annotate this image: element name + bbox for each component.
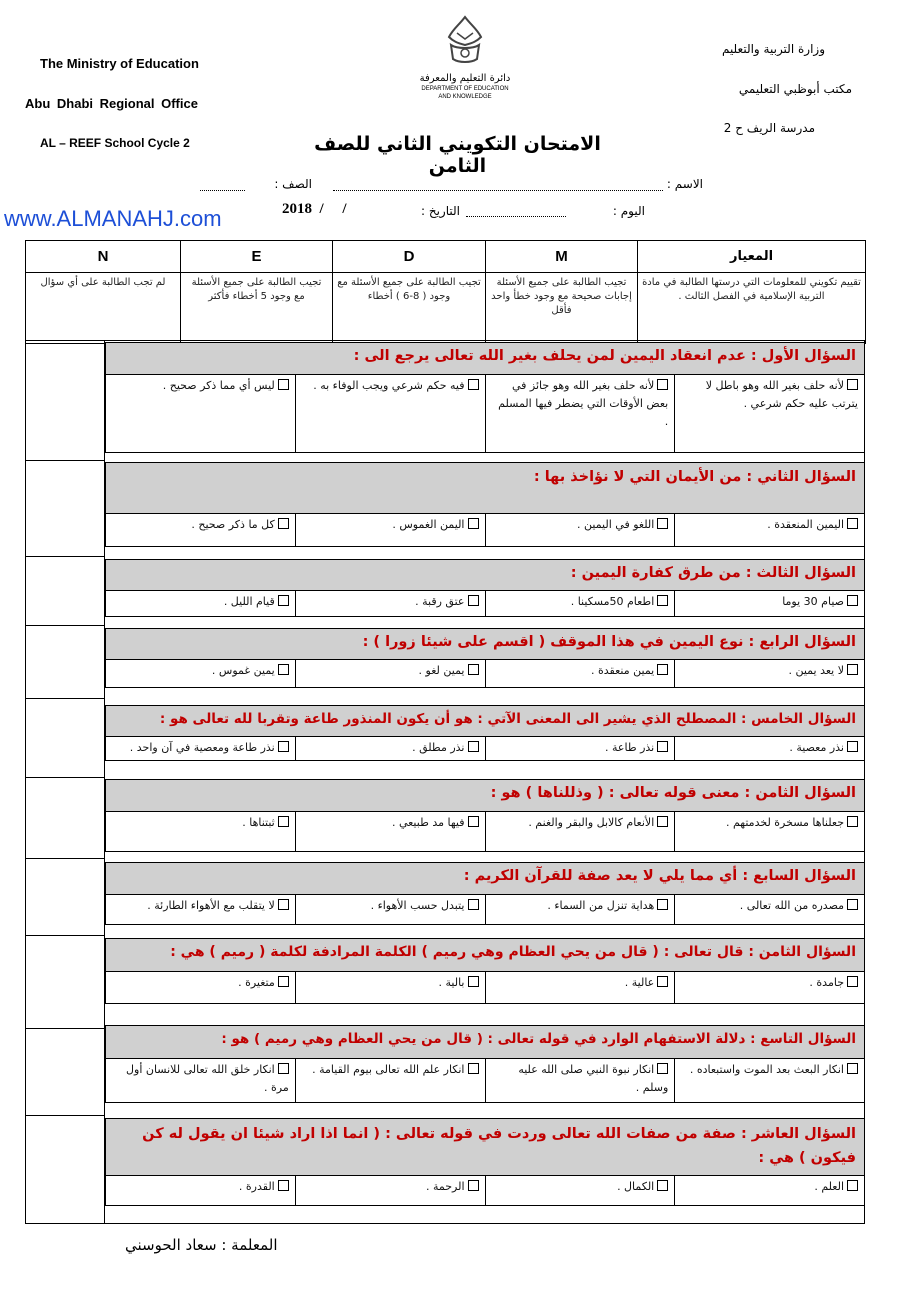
checkbox-icon[interactable] — [657, 816, 668, 827]
option[interactable] — [485, 1176, 675, 1205]
option-text: نذر طاعة ومعصية في آن واحد . — [129, 741, 275, 754]
department-logo — [395, 15, 535, 101]
checkbox-icon[interactable] — [468, 816, 479, 827]
rubric-header-row — [26, 241, 866, 273]
ministry-label: The Ministry of Education — [40, 56, 199, 71]
question-9-options — [105, 1059, 865, 1103]
checkbox-icon[interactable] — [847, 741, 858, 752]
score-column — [25, 340, 105, 1224]
rubric-header-m: M — [486, 241, 638, 273]
question-6-options — [105, 812, 865, 852]
option-text: عتق رقبة . — [415, 595, 465, 608]
option-text: جامدة . — [809, 976, 844, 989]
question-10-text: السؤال العاشر : صفة من صفات الله تعالى وردت في قوله تعالى : ( انما اذا اراد شيئا ان يقول له كن فيكون ) هي : — [105, 1118, 865, 1176]
rubric-desc-n: لم تجب الطالبة على أي سؤال — [26, 273, 181, 344]
option[interactable] — [106, 660, 295, 687]
option-text: ثبتناها . — [242, 816, 275, 829]
option[interactable] — [106, 737, 295, 760]
page-title: الامتحان التكويني الثاني للصف الثامن — [314, 133, 601, 177]
option[interactable] — [674, 660, 864, 687]
question-7 — [105, 862, 865, 925]
school-label-en: AL – REEF School Cycle 2 — [40, 136, 190, 150]
option-text: يتبدل حسب الأهواء . — [370, 899, 465, 912]
option-text: لأنه حلف بغير الله وهو باطل لا يترتب عليه حكم شرعي . — [705, 379, 858, 410]
class-field[interactable] — [200, 177, 312, 191]
score-divider — [25, 460, 105, 461]
question-3-options — [105, 591, 865, 617]
question-2 — [105, 462, 865, 547]
checkbox-icon[interactable] — [278, 595, 289, 606]
option-text: الكمال . — [617, 1180, 655, 1193]
option[interactable] — [674, 375, 864, 452]
checkbox-icon[interactable] — [468, 899, 479, 910]
checkbox-icon[interactable] — [278, 518, 289, 529]
question-9 — [105, 1025, 865, 1103]
question-3 — [105, 559, 865, 617]
question-3-text: السؤال الثالث : من طرق كفارة اليمين : — [105, 559, 865, 591]
option[interactable] — [106, 375, 295, 452]
question-5 — [105, 705, 865, 761]
name-field[interactable] — [333, 177, 703, 191]
option[interactable] — [295, 660, 485, 687]
question-4 — [105, 628, 865, 688]
checkbox-icon[interactable] — [278, 1180, 289, 1191]
name-label: الاسم : — [666, 177, 703, 191]
option[interactable] — [485, 812, 675, 851]
option-text: اليمن الغموس . — [392, 518, 465, 531]
checkbox-icon[interactable] — [468, 518, 479, 529]
option-text: يمين منعقدة . — [591, 664, 655, 677]
option-text: عالية . — [624, 976, 655, 989]
option[interactable] — [295, 375, 485, 452]
office-label-ar: مكتب أبوظبي التعليمي — [738, 82, 852, 96]
option[interactable] — [485, 737, 675, 760]
score-divider — [25, 777, 105, 778]
ministry-label-ar: وزارة التربية والتعليم — [721, 42, 825, 56]
option[interactable] — [295, 1059, 485, 1102]
school-label-ar: مدرسة الريف ح 2 — [723, 121, 815, 135]
question-6-text: السؤال الثامن : معنى قوله تعالى : ( وذللناها ) هو : — [105, 779, 865, 812]
day-dots — [466, 216, 566, 217]
score-divider — [25, 935, 105, 936]
question-7-text: السؤال السابع : أي مما يلي لا يعد صفة للقرآن الكريم : — [105, 862, 865, 895]
rubric-header-e: E — [181, 241, 333, 273]
option-text: لا يعد يمين . — [788, 664, 844, 677]
option-text: العلم . — [814, 1180, 844, 1193]
question-4-text: السؤال الرابع : نوع اليمين في هذا الموقف ( اقسم على شيئا زورا ) : — [105, 628, 865, 660]
option[interactable] — [295, 1176, 485, 1205]
option[interactable] — [106, 812, 295, 851]
name-blank[interactable] — [333, 190, 663, 191]
option-text: كل ما ذكر صحيح . — [191, 518, 275, 531]
checkbox-icon[interactable] — [468, 379, 479, 390]
option-text: فيه حكم شرعي ويجب الوفاء به . — [313, 379, 465, 392]
checkbox-icon[interactable] — [468, 1180, 479, 1191]
checkbox-icon[interactable] — [847, 976, 858, 987]
option-text: انكار علم الله تعالى بيوم القيامة . — [312, 1063, 465, 1076]
checkbox-icon[interactable] — [657, 518, 668, 529]
question-8 — [105, 938, 865, 1004]
option[interactable] — [485, 660, 675, 687]
checkbox-icon[interactable] — [278, 664, 289, 675]
option[interactable] — [485, 972, 675, 1003]
option[interactable] — [295, 972, 485, 1003]
checkbox-icon[interactable] — [657, 664, 668, 675]
day-label: اليوم : — [612, 204, 645, 218]
watermark-link[interactable]: www.ALMANAHJ.com — [4, 206, 222, 231]
option-text: نذر طاعة . — [605, 741, 655, 754]
checkbox-icon[interactable] — [847, 379, 858, 390]
checkbox-icon[interactable] — [657, 899, 668, 910]
checkbox-icon[interactable] — [657, 1180, 668, 1191]
rubric-desc-m: تجيب الطالبة على جميع الأسئلة إجابات صحيحة مع وجود خطأ واحد فأقل — [486, 273, 638, 344]
option-text: نذر معصية . — [789, 741, 844, 754]
checkbox-icon[interactable] — [278, 741, 289, 752]
option-text: اطعام 50مسكينا . — [570, 595, 655, 608]
checkbox-icon[interactable] — [847, 816, 858, 827]
option[interactable] — [485, 591, 675, 616]
emblem-icon — [443, 15, 487, 67]
option-text: يمين لغو . — [418, 664, 465, 677]
date-value: 2018 / / — [282, 201, 347, 217]
rubric-desc-criterion: تقييم تكويني للمعلومات التي درستها الطالبة في مادة التربية الإسلامية في الفصل الثالث . — [638, 273, 866, 344]
option[interactable] — [106, 895, 295, 924]
option-text: جعلناها مسخرة لخدمتهم . — [725, 816, 844, 829]
class-blank[interactable] — [200, 190, 245, 191]
option-text: انكار نبوة النبي صلى الله عليه وسلم . — [518, 1063, 669, 1094]
office-label: Abu Dhabi Regional Office — [25, 96, 198, 111]
checkbox-icon[interactable] — [278, 976, 289, 987]
option-text: الرحمة . — [425, 1180, 465, 1193]
option[interactable] — [106, 514, 295, 546]
score-divider — [25, 625, 105, 626]
question-9-text: السؤال التاسع : دلالة الاستفهام الوارد في قوله تعالى : ( قال من يحي العظام وهي رميم ) هو : — [105, 1025, 865, 1059]
question-4-options — [105, 660, 865, 688]
option-text: لا يتقلب مع الأهواء الطارئة . — [147, 899, 275, 912]
checkbox-icon[interactable] — [657, 1063, 668, 1074]
question-8-text: السؤال الثامن : قال تعالى : ( قال من يحي العظام وهي رميم ) الكلمة المرادفة لكلمة ( رميم ) هي : — [105, 938, 865, 972]
logo-arabic-name: دائرة التعليم والمعرفة — [419, 73, 511, 84]
option[interactable] — [106, 1059, 295, 1102]
rubric-description-row — [26, 273, 866, 344]
option[interactable] — [295, 737, 485, 760]
option[interactable] — [674, 1176, 864, 1205]
option-text: الأنعام كالابل والبقر والغنم . — [528, 816, 655, 829]
question-7-options — [105, 895, 865, 925]
question-5-options — [105, 737, 865, 761]
checkbox-icon[interactable] — [468, 664, 479, 675]
score-divider — [25, 1115, 105, 1116]
option[interactable] — [295, 514, 485, 546]
option[interactable] — [674, 812, 864, 851]
date-field[interactable] — [421, 204, 460, 218]
date-label: التاريخ : — [420, 204, 460, 218]
option[interactable] — [674, 737, 864, 760]
option[interactable] — [295, 591, 485, 616]
score-divider — [25, 1028, 105, 1029]
question-2-options — [105, 514, 865, 547]
checkbox-icon[interactable] — [847, 518, 858, 529]
option[interactable] — [106, 1176, 295, 1205]
question-1-options — [105, 375, 865, 453]
teacher-name: المعلمة : سعاد الحوسني — [125, 1236, 278, 1254]
option-text: قيام الليل . — [223, 595, 275, 608]
checkbox-icon[interactable] — [657, 976, 668, 987]
option[interactable] — [674, 591, 864, 616]
question-6 — [105, 779, 865, 852]
question-8-options — [105, 972, 865, 1004]
checkbox-icon[interactable] — [657, 741, 668, 752]
option[interactable] — [674, 895, 864, 924]
option[interactable] — [295, 895, 485, 924]
score-divider — [25, 858, 105, 859]
option[interactable] — [106, 591, 295, 616]
option-text: يمين غموس . — [211, 664, 275, 677]
question-10-options — [105, 1176, 865, 1206]
option-text: لأنه حلف بغير الله وهو جائز في بعض الأوقات التي يضطر فيها المسلم . — [498, 379, 669, 428]
logo-english-name-2: AND KNOWLEDGE — [438, 94, 492, 100]
score-divider — [25, 556, 105, 557]
checkbox-icon[interactable] — [468, 595, 479, 606]
checkbox-icon[interactable] — [278, 1063, 289, 1074]
option[interactable] — [485, 375, 675, 452]
option-text: القدرة . — [238, 1180, 275, 1193]
checkbox-icon[interactable] — [657, 379, 668, 390]
rubric-header-d: D — [333, 241, 486, 273]
option[interactable] — [485, 514, 675, 546]
option-text: انكار البعث بعد الموت واستبعاده . — [689, 1063, 844, 1076]
checkbox-icon[interactable] — [657, 595, 668, 606]
rubric-desc-e: تجيب الطالبة على جميع الأسئلة مع وجود 5 أخطاء فأكثر — [181, 273, 333, 344]
option[interactable] — [674, 1059, 864, 1102]
option-text: نذر مطلق . — [412, 741, 465, 754]
checkbox-icon[interactable] — [847, 1063, 858, 1074]
rubric-header-criterion: المعيار — [638, 241, 866, 273]
day-field[interactable] — [609, 204, 645, 218]
checkbox-icon[interactable] — [278, 899, 289, 910]
option[interactable] — [485, 1059, 675, 1102]
option-text: متغيرة . — [238, 976, 275, 989]
option-text: مصدره من الله تعالى . — [739, 899, 844, 912]
rubric-header-n: N — [26, 241, 181, 273]
option-text: فيها مد طبيعي . — [391, 816, 465, 829]
checkbox-icon[interactable] — [847, 595, 858, 606]
option[interactable] — [485, 895, 675, 924]
checkbox-icon[interactable] — [468, 1063, 479, 1074]
checkbox-icon[interactable] — [847, 1180, 858, 1191]
question-5-text: السؤال الخامس : المصطلح الذي يشير الى المعنى الآتي : هو أن يكون المنذور طاعة وتقربا لله تعالى هو : — [105, 705, 865, 737]
option-text: هداية تنزل من السماء . — [547, 899, 655, 912]
option[interactable] — [674, 972, 864, 1003]
class-label: الصف : — [274, 177, 312, 191]
score-divider — [25, 698, 105, 699]
option[interactable] — [295, 812, 485, 851]
option[interactable] — [106, 972, 295, 1003]
checkbox-icon[interactable] — [847, 899, 858, 910]
option-text: بالية . — [438, 976, 465, 989]
checkbox-icon[interactable] — [278, 379, 289, 390]
checkbox-icon[interactable] — [278, 816, 289, 827]
option-text: ليس أي مما ذكر صحيح . — [162, 379, 275, 392]
checkbox-icon[interactable] — [468, 741, 479, 752]
rubric-desc-d: تجيب الطالبة على جميع الأسئلة مع وجود ( 8-6 ) أخطاء — [333, 273, 486, 344]
question-1 — [105, 342, 865, 453]
question-2-text: السؤال الثاني : من الأيمان التي لا نؤاخذ بها : — [105, 462, 865, 514]
option-text: انكار خلق الله تعالى للانسان أول مرة . — [126, 1063, 289, 1094]
option[interactable] — [674, 514, 864, 546]
checkbox-icon[interactable] — [468, 976, 479, 987]
checkbox-icon[interactable] — [847, 664, 858, 675]
logo-english-name-1: DEPARTMENT OF EDUCATION — [421, 86, 509, 92]
option-text: اللغو في اليمين . — [577, 518, 655, 531]
rubric-table — [25, 240, 866, 344]
option-text: اليمين المنعقدة . — [767, 518, 844, 531]
question-10 — [105, 1118, 865, 1206]
question-1-text: السؤال الأول : عدم انعقاد اليمين لمن يحلف بغير الله تعالى يرجع الى : — [105, 342, 865, 375]
option-text: صيام 30 يوما — [782, 595, 844, 608]
